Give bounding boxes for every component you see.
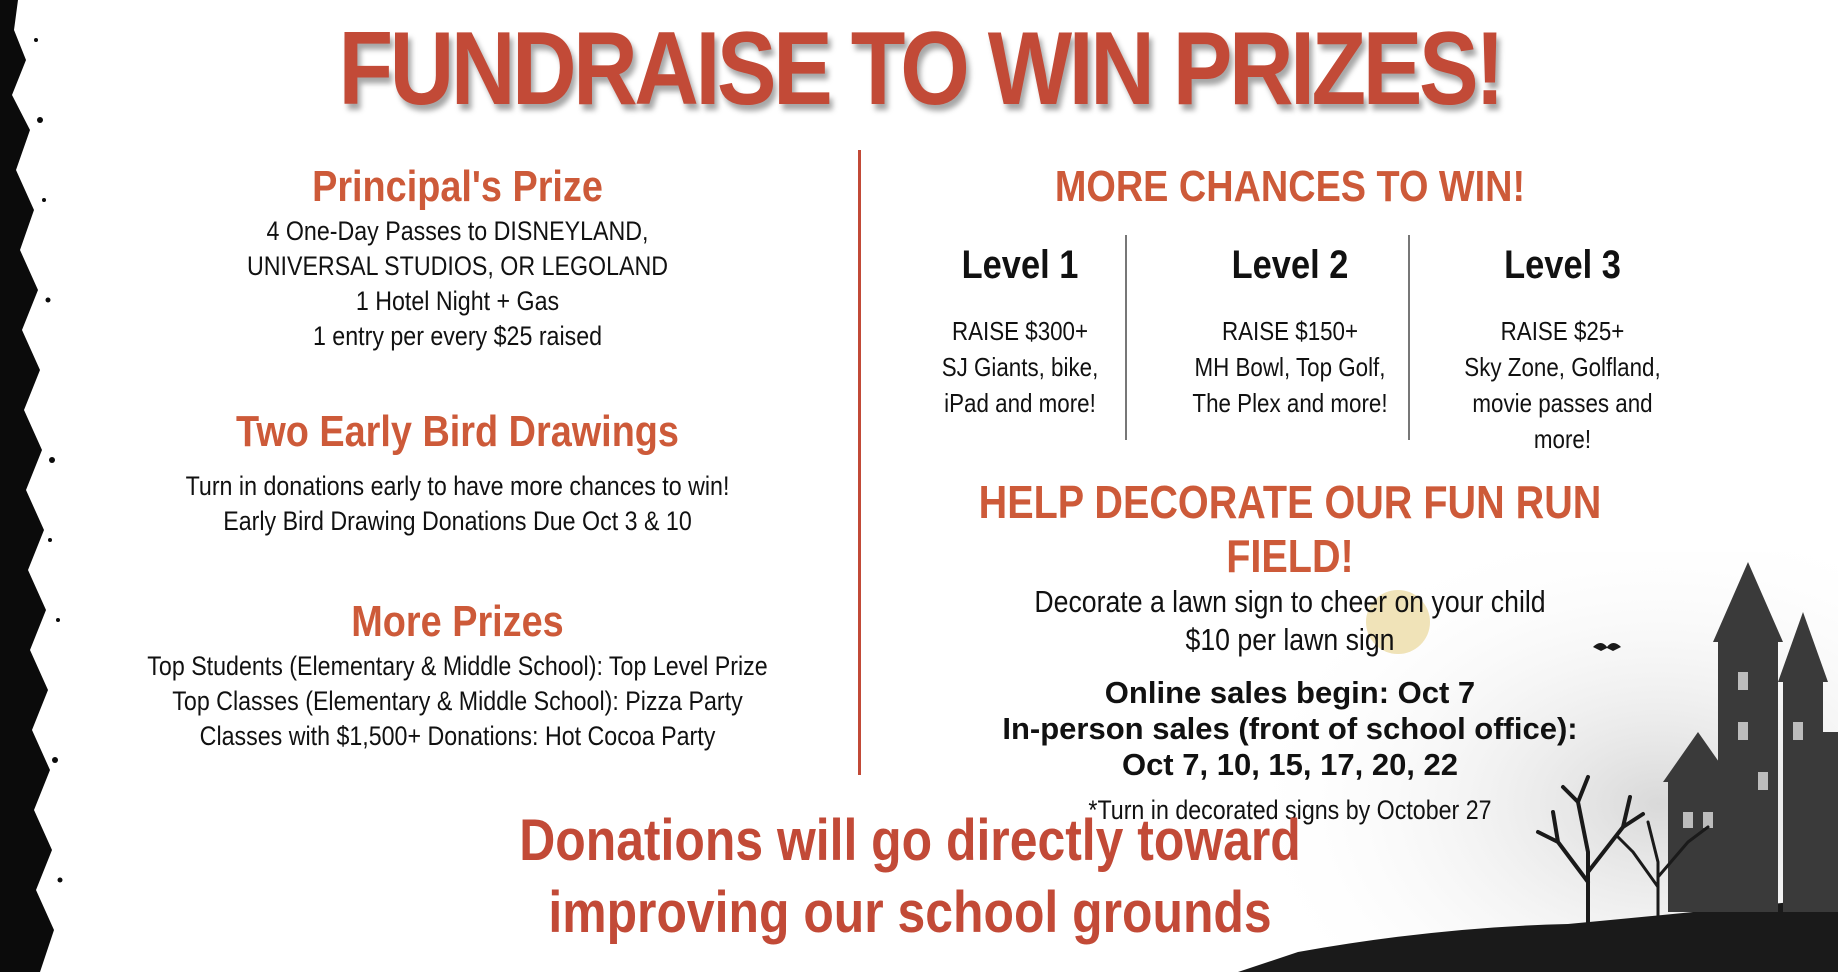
more-prizes-line: Top Students (Elementary & Middle School): Top Level Prize — [147, 651, 768, 681]
more-prizes-line: Top Classes (Elementary & Middle School): Pizza Party — [172, 686, 743, 716]
page-title: FUNDRAISE TO WIN PRIZES! — [338, 11, 1502, 127]
principal-prize-line: UNIVERSAL STUDIOS, OR LEGOLAND — [246, 251, 669, 281]
level-divider — [1408, 235, 1410, 440]
footer-line: improving our school grounds — [548, 880, 1272, 945]
early-bird-section — [80, 405, 835, 539]
decorate-line: $10 per lawn sign — [1185, 622, 1395, 657]
sales-line: Online sales begin: Oct 7 — [1104, 675, 1476, 710]
level-line: RAISE $150+ — [1221, 316, 1359, 346]
principal-prize-line: 4 One-Day Passes to DISNEYLAND, — [266, 216, 649, 246]
level-title: Level 3 — [1504, 243, 1621, 287]
more-prizes-section — [80, 595, 835, 754]
sales-line: In-person sales (front of school office): — [1002, 711, 1578, 746]
level-line: iPad and more! — [944, 388, 1096, 418]
level-title: Level 2 — [1231, 243, 1349, 287]
level-line: RAISE $25+ — [1500, 316, 1625, 346]
level-line: movie passes and more! — [1472, 388, 1653, 454]
principal-prize-line: 1 Hotel Night + Gas — [355, 286, 560, 316]
early-bird-line: Turn in donations early to have more chances to win! — [185, 471, 730, 501]
principal-prize-section — [80, 160, 835, 354]
sales-line: Oct 7, 10, 15, 17, 20, 22 — [1121, 747, 1459, 782]
early-bird-line: Early Bird Drawing Donations Due Oct 3 & 10 — [223, 506, 692, 536]
level-title: Level 1 — [961, 243, 1079, 287]
level-2 — [1160, 235, 1420, 421]
more-prizes-line: Classes with $1,500+ Donations: Hot Cocoa Party — [199, 721, 716, 751]
decorate-note: *Turn in decorated signs by October 27 — [1088, 795, 1492, 825]
level-1 — [890, 235, 1150, 421]
decorate-section — [880, 475, 1700, 827]
column-divider — [858, 150, 861, 775]
grunge-border — [0, 0, 80, 972]
more-prizes-heading: More Prizes — [351, 597, 564, 646]
level-line: The Plex and more! — [1192, 388, 1388, 418]
footer-message — [385, 805, 1434, 949]
decorate-heading: HELP DECORATE OUR FUN RUN FIELD! — [978, 476, 1602, 582]
levels-row — [880, 235, 1700, 455]
level-3 — [1425, 235, 1700, 457]
level-divider — [1125, 235, 1127, 440]
level-line: RAISE $300+ — [951, 316, 1089, 346]
level-line: Sky Zone, Golfland, — [1464, 352, 1661, 382]
level-line: SJ Giants, bike, — [941, 352, 1099, 382]
level-line: MH Bowl, Top Golf, — [1194, 352, 1386, 382]
principal-prize-heading: Principal's Prize — [312, 162, 603, 211]
footer-line: Donations will go directly toward — [519, 808, 1301, 873]
principal-prize-line: 1 entry per every $25 raised — [312, 321, 603, 351]
decorate-line: Decorate a lawn sign to cheer on your child — [1034, 584, 1546, 619]
early-bird-heading: Two Early Bird Drawings — [236, 407, 679, 456]
more-chances-heading: MORE CHANCES TO WIN! — [1054, 162, 1526, 211]
